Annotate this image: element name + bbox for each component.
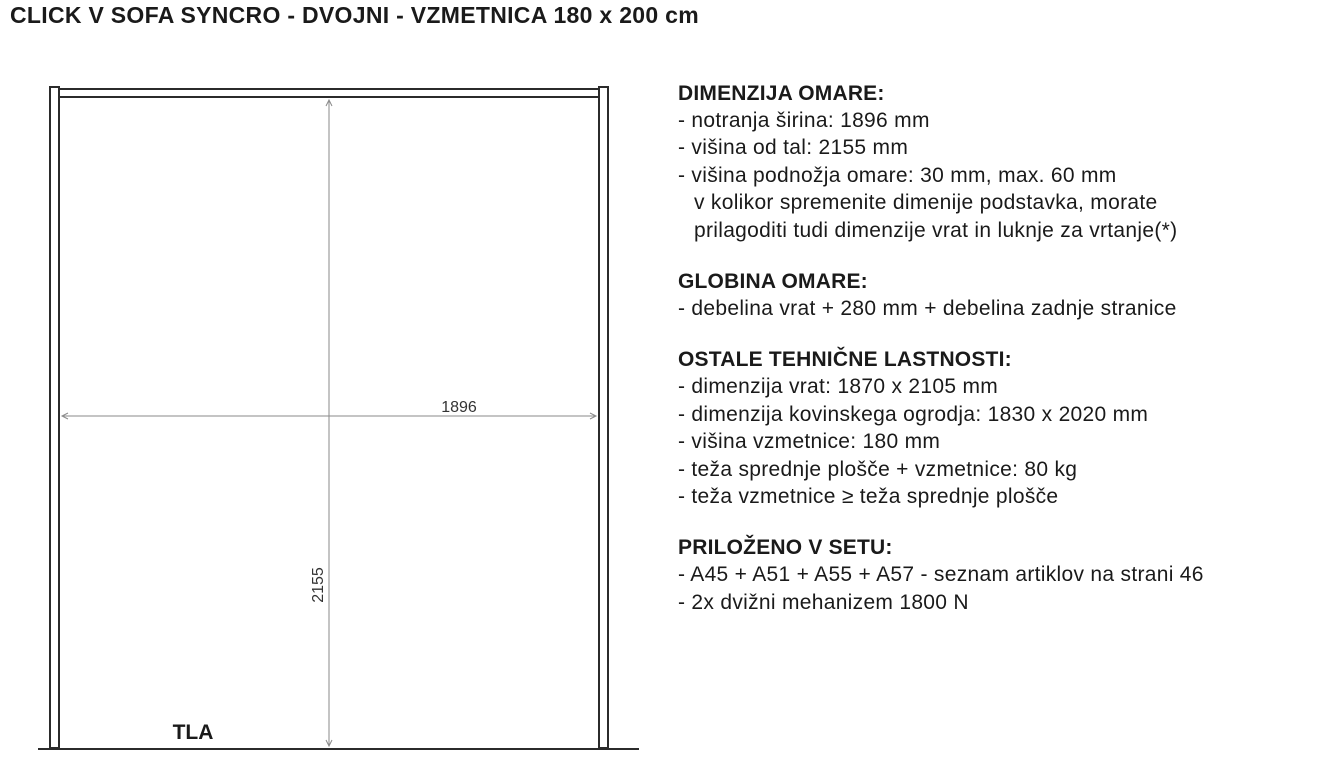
section-tehnicne-lastnosti [678, 346, 1318, 510]
spec-line: - notranja širina: 1896 mm [678, 109, 930, 132]
spec-line: - višina od tal: 2155 mm [678, 136, 909, 160]
cabinet-left-panel [50, 87, 59, 748]
cabinet-right-panel [599, 87, 608, 748]
floor-label: TLA [172, 721, 214, 744]
section-heading: DIMENZIJA OMARE: [678, 82, 885, 105]
height-dimension [326, 100, 332, 746]
spec-list [678, 373, 1318, 510]
spec-line: - dimenzija vrat: 1870 x 2105 mm [678, 375, 999, 399]
spec-list [678, 295, 1318, 322]
spec-line: - teža sprednje plošče + vzmetnice: 80 kg [678, 457, 1078, 481]
section-prilozeno-v-setu [678, 534, 1318, 616]
cabinet-top-panel [59, 89, 599, 97]
spec-line: - debelina vrat + 280 mm + debelina zadnje stranice [678, 297, 1177, 321]
spec-line: - teža vzmetnice ≥ teža sprednje plošče [678, 485, 1059, 509]
spec-line: - 2x dvižni mehanizem 1800 N [678, 590, 969, 614]
spec-line: - višina podnožja omare: 30 mm, max. 60 mm [678, 163, 1117, 187]
width-dimension-label: 1896 [441, 399, 477, 416]
spec-line-continuation: prilagoditi tudi dimenzije vrat in luknje za vrtanje(*) [694, 218, 1178, 242]
section-dimenzija-omare [678, 80, 1318, 244]
specifications-panel [678, 80, 1318, 640]
section-heading: PRILOŽENO V SETU: [678, 536, 893, 560]
spec-list [678, 561, 1318, 616]
spec-line: - A45 + A51 + A55 + A57 - seznam artiklov na strani 46 [678, 563, 1204, 587]
spec-list [678, 107, 1318, 244]
section-heading: GLOBINA OMARE: [678, 270, 868, 294]
height-dimension-label: 2155 [310, 567, 327, 603]
section-globina-omare [678, 268, 1318, 322]
spec-line-continuation: v kolikor spremenite dimenije podstavka, morate [694, 191, 1158, 215]
page-title: CLICK V SOFA SYNCRO - DVOJNI - VZMETNICA 180 x 200 cm [10, 2, 700, 28]
spec-line: - dimenzija kovinskega ogrodja: 1830 x 2020 mm [678, 402, 1149, 426]
section-heading: OSTALE TEHNIČNE LASTNOSTI: [678, 348, 1012, 372]
cabinet-drawing [0, 0, 660, 766]
spec-line: - višina vzmetnice: 180 mm [678, 430, 941, 454]
